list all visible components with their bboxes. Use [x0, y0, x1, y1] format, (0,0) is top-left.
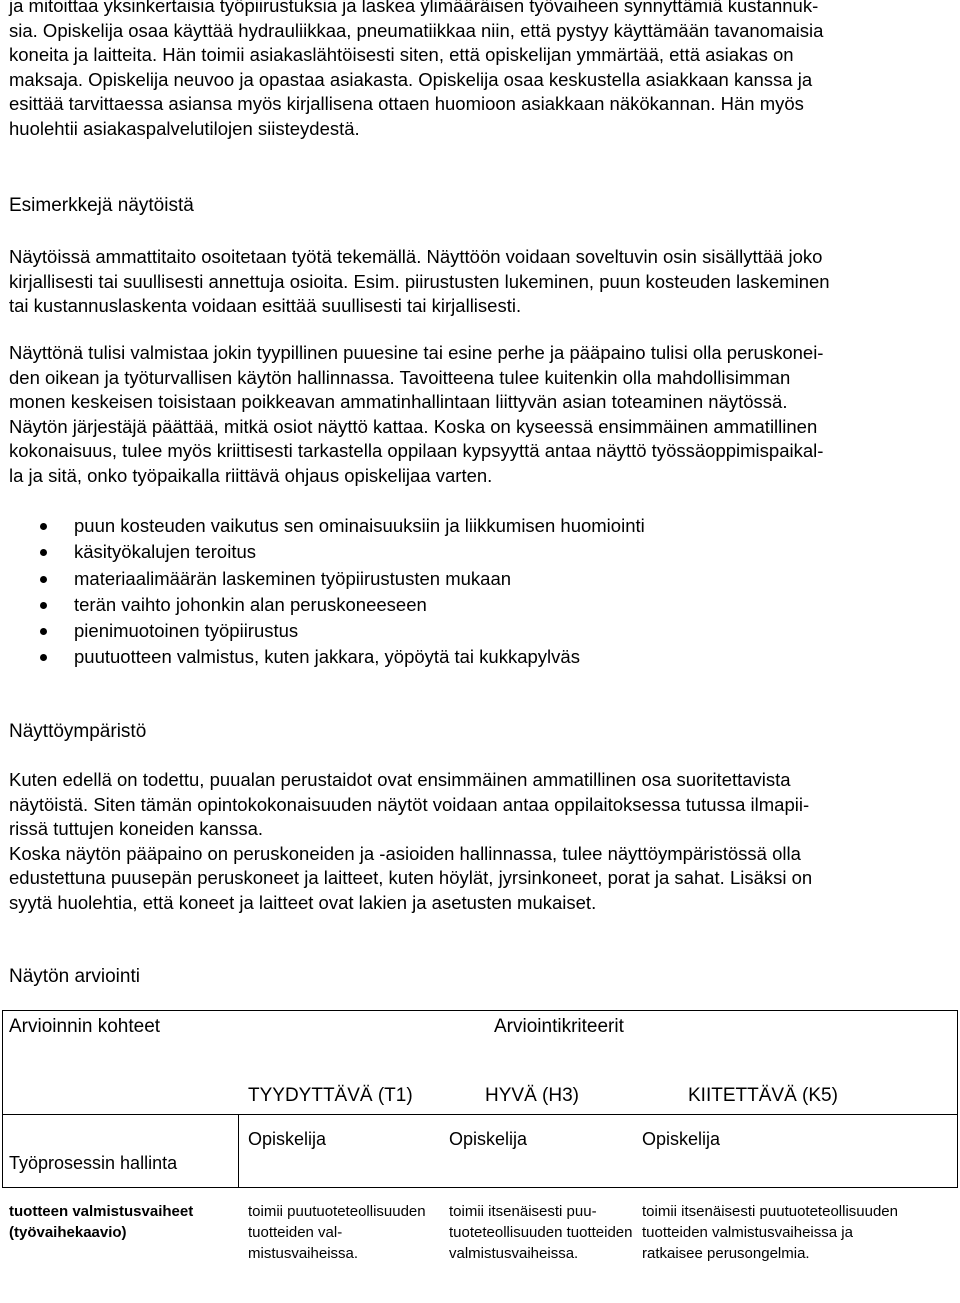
text-line: Näyttönä tulisi valmistaa jokin tyypillinen puuesine tai esine perhe ja pääpaino tulisi olla peruskonei-	[9, 342, 824, 363]
text-line: kirjallisesti tai suullisesti annettuja osioita. Esim. piirustusten lukeminen, puun kosteuden laskeminen	[9, 270, 830, 292]
text-line: monen keskeisen toisistaan poikkeavan ammatinhallintaan liittyvän asian toteaminen näytössä.	[9, 391, 788, 412]
table-rule	[2, 1114, 958, 1115]
bullet-icon	[40, 628, 47, 635]
text-line: Koska näytön pääpaino on peruskoneiden ja -asioiden hallinnassa, tulee näyttöympäristössä olla	[9, 842, 801, 864]
level-k5: KIITETTÄVÄ (K5)	[688, 1085, 838, 1106]
row-label: tuotteen valmistusvaiheet (työvaihekaavio)	[9, 1203, 194, 1241]
text-line: sia. Opiskelija osaa käyttää hydrauliikkaa, pneumatiikkaa niin, että pystyy käyttämään tavanomaisia	[9, 19, 824, 41]
intro-paragraph	[9, 0, 955, 141]
subject-label: Opiskelija	[449, 1129, 528, 1149]
examples-heading: Esimerkkejä näytöistä	[9, 195, 194, 216]
text-line: la ja sitä, onko työpaikalla riittävä ohjaus opiskelijaa varten.	[9, 464, 493, 486]
text-line: esittää tarvittaessa asiansa myös kirjallisena ottaen huomioon asiakkaan näkökannan. Hän myös	[9, 93, 804, 114]
table-rule	[2, 1187, 958, 1188]
examples-paragraph	[9, 245, 955, 319]
criteria-cell: toimii itsenäisesti puutuoteteollisuuden tuotteiden valmistusvaiheissa ja ratkaisee perusongelmia.	[642, 1203, 898, 1262]
list-item	[9, 592, 645, 618]
text-line: kokonaisuus, tulee myös kriittisesti tarkastella oppilaan kypsyyttä antaa näyttö työssäoppimispaikal-	[9, 440, 824, 461]
bullet-list	[9, 513, 645, 671]
text-line: huolehtii asiakaspalvelutilojen siisteydestä.	[9, 117, 360, 139]
list-item	[9, 513, 645, 539]
text-line: maksaja. Opiskelija neuvoo ja opastaa asiakasta. Opiskelija osaa keskustella asiakkaan kanssa ja	[9, 68, 813, 90]
section-label: Työprosessin hallinta	[9, 1153, 178, 1173]
list-item	[9, 539, 645, 565]
table-rule	[957, 1010, 958, 1188]
list-item	[9, 566, 645, 592]
assessment-heading: Näytön arviointi	[9, 966, 140, 987]
subject-label: Opiskelija	[642, 1129, 721, 1149]
text-line: syytä huolehtia, että koneet ja laitteet ovat lakien ja asetusten mukaiset.	[9, 891, 597, 913]
list-item-text: puutuotteen valmistus, kuten jakkara, yöpöytä tai kukkapylväs	[74, 646, 580, 668]
text-line: koneita ja laitteita. Hän toimii asiakaslähtöisesti siten, että opiskelijan ymmärtää, että asiakas on	[9, 44, 794, 65]
table-rule	[2, 1010, 3, 1188]
text-line: Näytön järjestäjä päättää, mitkä osiot näyttö kattaa. Koska on kyseessä ensimmäinen ammatillinen	[9, 415, 818, 437]
table-header-criteria: Arviointikriteerit	[494, 1016, 624, 1037]
demo-paragraph	[9, 341, 955, 488]
text-line: Näytöissä ammattitaito osoitetaan työtä tekemällä. Näyttöön voidaan soveltuvin osin sisällyttää joko	[9, 246, 823, 267]
list-item-text: materiaalimäärän laskeminen työpiirustusten mukaan	[74, 567, 512, 589]
bullet-icon	[40, 523, 47, 530]
level-h3: HYVÄ (H3)	[485, 1085, 579, 1106]
list-item	[9, 618, 645, 644]
environment-heading: Näyttöympäristö	[9, 721, 147, 742]
text-line: ja mitoittaa yksinkertaisia työpiirustuksia ja laskea ylimääräisen työvaiheen synnyttämiä kustannuk-	[9, 0, 819, 16]
subject-label: Opiskelija	[248, 1129, 327, 1149]
text-line: rissä tuttujen koneiden kanssa.	[9, 818, 264, 839]
list-item	[9, 644, 645, 670]
bullet-icon	[40, 576, 47, 583]
list-item-text: terän vaihto johonkin alan peruskoneeseen	[74, 593, 427, 615]
table-rule	[2, 1010, 958, 1011]
text-line: den oikean ja työturvallisen käytön hallinnassa. Tavoitteena tulee kuitenkin olla mahdollisimman	[9, 366, 791, 388]
list-item-text: puun kosteuden vaikutus sen ominaisuuksiin ja liikkumisen huomiointi	[74, 515, 645, 536]
bullet-icon	[40, 602, 47, 609]
list-item-text: pienimuotoinen työpiirustus	[74, 620, 299, 642]
level-t1: TYYDYTTÄVÄ (T1)	[248, 1085, 413, 1106]
table-rule	[238, 1114, 239, 1188]
assessment-table	[2, 1010, 958, 1303]
criteria-cell: toimii puutuoteteollisuuden tuotteiden valmistusvaiheissa.	[248, 1203, 426, 1262]
text-line: Kuten edellä on todettu, puualan perustaidot ovat ensimmäinen ammatillinen osa suoritettavista	[9, 769, 791, 790]
text-line: tai kustannuslaskenta voidaan esittää suullisesti tai kirjallisesti.	[9, 295, 522, 316]
text-line: edustettuna puusepän peruskoneet ja laitteet, kuten höylät, jyrsinkoneet, porat ja sahat. Lisäksi on	[9, 867, 813, 888]
text-line: näytöistä. Siten tämän opintokokonaisuuden näytöt voidaan antaa oppilaitoksessa tutussa ilmapii-	[9, 793, 810, 815]
bullet-icon	[40, 549, 47, 556]
table-header-targets: Arvioinnin kohteet	[9, 1016, 161, 1037]
bullet-icon	[40, 654, 47, 661]
environment-paragraph	[9, 768, 955, 915]
list-item-text: käsityökalujen teroitus	[74, 541, 257, 563]
criteria-cell: toimii itsenäisesti puutuoteteollisuuden tuotteiden valmistusvaiheissa.	[449, 1203, 633, 1262]
